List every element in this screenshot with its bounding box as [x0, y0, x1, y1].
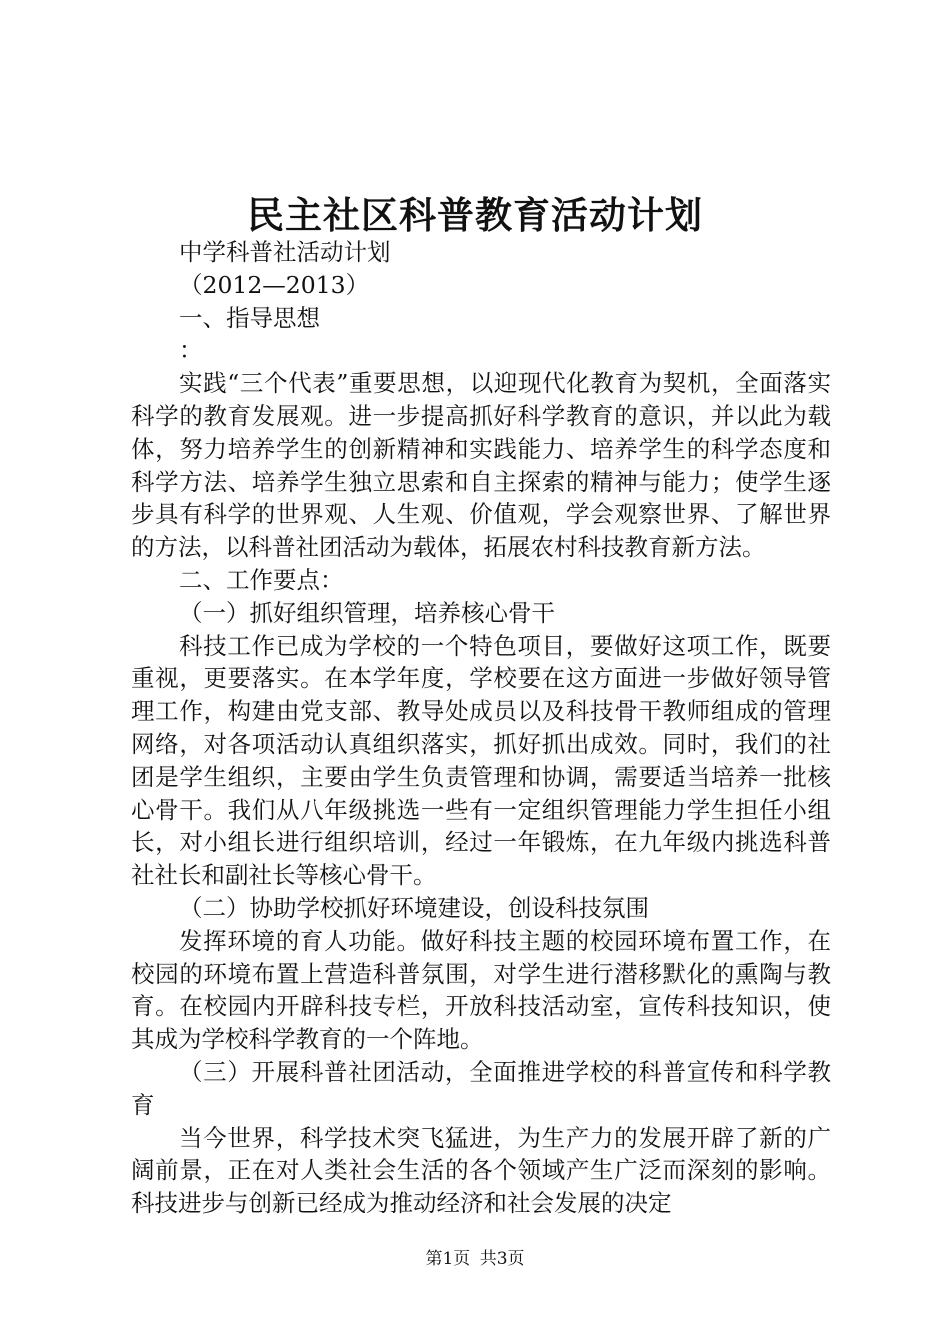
subsection-heading-1: （一）抓好组织管理，培养核心骨干: [179, 598, 555, 627]
paragraph-environment: 发挥环境的育人功能。做好科技主题的校园环境布置工作，在校园的环境布置上营造科普氛围，对学生进行潜移默化的熏陶与教育。在校园内开辟科技专栏，开放科技活动室，宣传科技知识，使其成为学校科学教育的一个阵地。: [131, 926, 831, 1054]
subsection-heading-3: （三）开展科普社团活动，全面推进学校的科普宣传和科学教育: [131, 1057, 831, 1119]
page-total: 共3页: [479, 1249, 525, 1269]
colon-line: ：: [179, 336, 203, 365]
paragraph-organization: 科技工作已成为学校的一个特色项目，要做好这项工作，既要重视，更要落实。在本学年度，学校要在这方面进一步做好领导管理工作，构建由党支部、教导处成员以及科技骨干教师组成的管理网络，对各项活动认真组织落实，抓好抓出成效。同时，我们的社团是学生组织，主要由学生负责管理和协调，需要适当培养一批核心骨干。我们从八年级挑选一些有一定组织管理能力学生担任小组长，对小组长进行组织培训，经过一年锻炼，在九年级内挑选科普社社长和副社长等核心骨干。: [131, 631, 831, 890]
document-body: [131, 236, 831, 1220]
section-heading-1: 一、指导思想: [179, 303, 320, 332]
section-heading-2: 二、工作要点：: [179, 565, 344, 594]
document-title: 民主社区科普教育活动计划: [247, 193, 703, 237]
page-footer: [0, 1244, 950, 1269]
subsection-heading-2: （二）协助学校抓好环境建设，创设科技氛围: [179, 893, 649, 922]
subtitle: 中学科普社活动计划: [179, 238, 391, 266]
page-number: 第1页: [425, 1249, 471, 1269]
school-year: （2012—2013）: [179, 270, 370, 299]
paragraph-activities: 当今世界，科学技术突飞猛进，为生产力的发展开辟了新的广阔前景，正在对人类社会生活的各个领域产生广泛而深刻的影响。科技进步与创新已经成为推动经济和社会发展的决定: [131, 1123, 831, 1218]
paragraph-guiding-thought: 实践“三个代表”重要思想，以迎现代化教育为契机，全面落实科学的教育发展观。进一步提高抓好科学教育的意识，并以此为载体，努力培养学生的创新精神和实践能力、培养学生的科学态度和科学方法、培养学生独立思索和自主探索的精神与能力；使学生逐步具有科学的世界观、人生观、价值观，学会观察世界、了解世界的方法，以科普社团活动为载体，拓展农村科技教育新方法。: [131, 369, 831, 562]
